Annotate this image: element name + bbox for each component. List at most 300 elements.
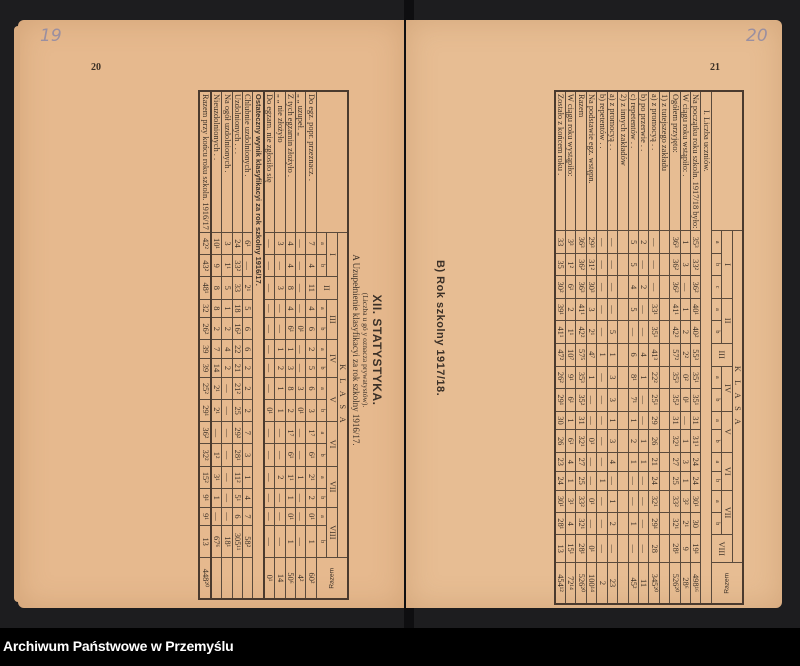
table-cell: 0¹ [680,389,690,411]
section-label: I. Liczba uczniów. [701,91,711,604]
table-cell: — [275,422,285,444]
table-cell: — [222,444,232,466]
table-cell: — [264,377,275,399]
table-cell: 14 [275,558,285,600]
table-cell: 23 [555,452,566,471]
table-cell: 4 [222,340,232,359]
table-cell: 2 [242,400,252,422]
table-cell: — [638,490,648,512]
row-label: Razem [576,91,586,231]
table-cell [659,298,669,320]
table-cell: 28¹ [576,535,586,563]
class-header: III [711,343,732,366]
table-cell: 2 [680,321,690,343]
table-cell: 9 [211,255,222,277]
table-cell: — [586,471,596,490]
table-cell: 0¹ [285,507,295,526]
row-label: 1) z tutejszego zakładu [659,91,669,231]
table-cell: — [638,389,648,411]
table-cell: 11² [232,466,242,488]
table-row [649,91,659,604]
subclass-header: a [316,377,326,399]
table-cell: — [607,471,617,490]
row-label: b) repetentów . . [597,91,607,231]
table-cell: 6 [242,318,252,340]
table-cell: — [264,526,275,558]
table-cell: 4 [306,255,316,277]
subclass-header: a [711,490,721,512]
table-cell: 1¹ [222,255,232,277]
table-cell: — [597,366,607,388]
printed-page-number: 21 [710,62,720,73]
table-cell: — [649,231,659,253]
table-cell: 6 [242,340,252,359]
table-cell: 23 [607,563,617,605]
table-cell: 3 [680,253,690,275]
table-cell: — [628,321,638,343]
table-cell: 6 [232,507,242,526]
table-cell: 35² [670,389,680,411]
table-cell: 2 [607,513,617,535]
table-cell: 2¹ [211,377,222,399]
subclass-header: b [711,253,721,275]
table-cell [659,276,669,298]
table-cell: — [222,400,232,422]
table-cell: 30¹ [690,490,700,512]
table-cell: 4 [242,488,252,507]
table-cell: 55³ [690,343,700,366]
table-cell: 1² [211,444,222,466]
table-cell: 1 [597,471,607,490]
table-cell: 16² [232,318,242,340]
table-cell: 48¹ [199,277,210,299]
table-cell [618,452,628,471]
table-cell: 5 [628,253,638,275]
table-cell: 36² [576,253,586,275]
row-label: c) repetentów . . [628,91,638,231]
table-cell: 6¹ [306,444,316,466]
row-label: b) po przerwie . . [638,91,648,231]
table-cell: 42² [576,321,586,343]
class-header: VIII [327,507,337,557]
table-cell: — [264,507,275,526]
table-cell: 31² [586,253,596,275]
class-header: VI [722,452,732,490]
table-cell [618,535,628,563]
table-cell: — [264,444,275,466]
row-label: Chlubnie uzdolnionych . [242,91,252,232]
class-header: VII [327,466,337,507]
table-cell: 1 [628,411,638,430]
table-cell: 1 [597,343,607,366]
table-cell: — [264,359,275,378]
table-cell: 35 [555,253,566,275]
table-cell: 3 [586,298,596,320]
table-cell: 1 [285,488,295,507]
table-cell: 1 [275,340,285,359]
table-cell: 10⁷ [566,343,576,366]
table-cell: — [607,231,617,253]
table-cell: 36² [670,276,680,298]
table-cell: 4 [285,232,295,254]
handwritten-page-number: 20 [746,26,768,46]
table-cell: 1 [628,513,638,535]
table-cell: — [638,513,648,535]
table-row [670,91,680,604]
subclass-header: b [316,526,326,558]
block1-rows [264,91,317,599]
table-cell: 41¹ [576,298,586,320]
table-cell: — [211,507,222,526]
table-cell: 7 [211,340,222,359]
table-cell: 3 [275,232,285,254]
table-cell: 1 [242,466,252,488]
table-cell: 40² [690,321,700,343]
subclass-header: a [316,340,326,359]
table-cell: 21 [232,359,242,378]
subclass-header: b [711,430,721,452]
table-cell: 19¹ [690,535,700,563]
table-cell: — [586,411,596,430]
table-cell: — [586,452,596,471]
table-cell: — [597,535,607,563]
table-cell: 24 [555,471,566,490]
table-cell: — [628,471,638,490]
row-label: „ „ uzupeł. „ [295,91,305,232]
table-cell: 1¹ [285,466,295,488]
table-cell: 5 [628,231,638,253]
table-cell [659,490,669,512]
table-cell: — [597,276,607,298]
row-label: W ciągu roku wystąpiło: [566,91,576,231]
table-cell: 2 [566,298,576,320]
table-cell: — [597,231,607,253]
table-row [659,91,669,604]
table-cell: 28¹ [670,535,680,563]
table-cell: — [242,255,252,277]
table-cell: 4⁷ [586,343,596,366]
table-cell: 31 [690,411,700,430]
table-cell: 60² [306,558,316,600]
table-cell: 2 [285,400,295,422]
table-cell: — [607,298,617,320]
table-cell: 3 [222,232,232,254]
table-cell: 1 [285,340,295,359]
table-cell: 4 [607,452,617,471]
table-cell: 8 [211,277,222,299]
table-cell: 57⁵ [576,343,586,366]
table-cell: 14 [211,359,222,378]
table-row [264,91,275,599]
table-cell: 1 [638,366,648,388]
table-cell: 18 [232,299,242,318]
block2-heading: Ostateczny wynik klasyfikacyi za rok szkolny 1916/17. [253,91,264,599]
table-cell: 2² [680,343,690,366]
table-cell: — [680,276,690,298]
table-row [690,91,700,604]
table-cell: — [222,377,232,399]
table-cell: 3 [242,444,252,466]
subclass-header: a [711,231,721,253]
table-cell: 57² [670,343,680,366]
table-cell: 31 [670,411,680,430]
table-cell: 32¹ [670,513,680,535]
subclass-header: a [711,411,721,430]
razem-header: Razem [711,563,743,605]
table-cell: 0¹ [264,400,275,422]
table-cell: 22 [232,340,242,359]
table-cell: 4 [566,452,576,471]
table-cell: 30 [555,411,566,430]
table-cell: — [638,411,648,430]
table-cell: 1 [566,411,576,430]
table-cell: 43² [199,255,210,277]
table-cell: 454¹² [555,563,566,605]
table-cell: — [607,535,617,563]
table-cell: — [264,232,275,254]
table-cell: 3 [306,400,316,422]
table-cell: 29 [649,411,659,430]
table-cell: 41¹ [670,298,680,320]
table-cell: 6 [306,377,316,399]
subclass-header: a [711,298,721,320]
table-cell: 35¹ [690,389,700,411]
table-cell: 36² [690,276,700,298]
table-cell: 1 [638,430,648,452]
table-row [295,91,305,599]
table-cell: 9¹ [199,488,210,507]
table-cell: 29¹ [555,389,566,411]
table-cell: 33¹ [649,298,659,320]
table-cell: 27 [670,452,680,471]
table-cell: 3 [607,430,617,452]
table-cell: — [222,422,232,444]
table-cell: 30¹ [555,490,566,512]
table-cell: 3 [285,359,295,378]
klasa-header: K L A S A [337,232,348,557]
table-cell: 2 [275,466,285,488]
table-cell: — [264,318,275,340]
table-cell: 15¹ [566,535,576,563]
table-cell: 4² [295,558,305,600]
table-cell: 2¹ [306,466,316,488]
table-cell [659,343,669,366]
table-cell: — [586,513,596,535]
table-cell: — [295,299,305,318]
class-header: VI [327,422,337,466]
table-cell: 24 [649,471,659,490]
table-cell: 8¹ [628,366,638,388]
table-cell: 42² [199,232,210,254]
subclass-header: a [316,299,326,318]
class-header: II [316,277,337,299]
total-row [199,91,210,599]
table-cell: 6¹ [566,276,576,298]
left-page [18,20,404,608]
table-cell: 1 [607,343,617,366]
table-cell: 4 [285,255,295,277]
table-cell: 42² [670,321,680,343]
right-rotated-content [554,90,744,610]
table-cell: 25 [576,471,586,490]
table-cell: 2 [242,359,252,378]
table-cell: 0¹ [586,535,596,563]
table-cell: 7¹ [628,389,638,411]
table-cell: 3 [607,389,617,411]
table-cell [659,430,669,452]
printed-page-number: 20 [91,62,101,73]
table-cell: — [264,340,275,359]
table-cell: 7 [242,507,252,526]
table-cell: — [222,507,232,526]
table-cell: 345²⁰ [649,563,659,605]
table-cell: 33 [555,231,566,253]
table-cell: — [607,253,617,275]
table-cell: 5 [607,321,617,343]
row-label: a) z promocyą . . [649,91,659,231]
table-cell: 30³ [586,276,596,298]
table-cell: 1 [680,430,690,452]
table-row [199,91,210,599]
table-cell: 36² [199,422,210,444]
table-cell: 1 [680,298,690,320]
row-label: Na początku roku szkoln. 1917/18 było: [690,91,700,231]
table-cell: 28 [649,535,659,563]
class-header: VII [722,490,732,535]
table-cell: 31¹ [690,430,700,452]
table-cell: 526²⁰ [670,563,680,605]
row-label: Do egzam. nie zgłosiło się [264,91,275,232]
table-cell: 39¹ [555,298,566,320]
subclass-header: b [316,318,326,340]
table-cell: 2¹ [586,321,596,343]
table-cell: 32² [199,444,210,466]
table-row [222,91,232,599]
table-row [607,91,617,604]
subclass-header: a [711,452,721,471]
table-cell: 25² [199,377,210,399]
table-cell: 2 [222,318,232,340]
table-cell: 35¹ [649,321,659,343]
table-cell: 8 [211,299,222,318]
table-cell: 36² [670,253,680,275]
subclass-header: b [316,444,326,466]
row-label: Na ogół uzdolnionych . [222,91,232,232]
table-cell: — [295,277,305,299]
table-cell: — [638,321,648,343]
table-cell: — [597,321,607,343]
table-cell: — [638,253,648,275]
table-cell [659,535,669,563]
table-cell: 33² [670,490,680,512]
class-header: V [327,377,337,421]
table-cell: 2 [275,359,285,378]
table-cell: 6¹ [285,318,295,340]
table-cell: 26² [199,318,210,340]
table-cell: 32 [199,299,210,318]
table-cell [618,366,628,388]
table-row [638,91,648,604]
table-cell [659,513,669,535]
table-cell [659,411,669,430]
table-cell: 2¹ [211,400,222,422]
class-header: VIII [711,535,732,563]
table-cell [659,563,669,605]
table-cell [232,558,242,600]
row-label: Nieuzdolnionych . . [211,91,222,232]
table-cell: 3¹ [566,490,576,512]
table-cell: — [597,389,607,411]
table-cell: 26 [555,430,566,452]
table-cell: 58² [242,526,252,558]
table-row [555,91,566,604]
table-cell: — [295,255,305,277]
table-cell: 526²⁰ [576,563,586,605]
subclass-header: a [316,466,326,488]
table-cell: 1 [586,366,596,388]
subclass-header: a [316,232,326,254]
table-cell [618,343,628,366]
row-label: Z tych egzamin złożyło . [285,91,295,232]
table-cell: 29¹ [199,400,210,422]
table-cell: 72¹⁴ [566,563,576,605]
table-cell: 5¹ [232,488,242,507]
classification-table-1916-17 [198,90,349,600]
table-cell: 24 [232,232,242,254]
row-label: Do egz. popr. przeznacz. . [306,91,316,232]
table-row [680,91,690,604]
table-cell [659,321,669,343]
table-cell [618,490,628,512]
table-cell: 4 [285,299,295,318]
table-cell: 31 [576,411,586,430]
table-row [628,91,638,604]
table-cell: 1¹ [566,321,576,343]
class-header: V [722,411,732,452]
left-rotated-content [198,90,384,610]
table-cell: 2 [306,340,316,359]
table-cell: 1 [607,490,617,512]
table-cell: 26² [555,366,566,388]
table-cell: 2 [638,276,648,298]
count-rows [555,91,701,604]
table-cell: 22² [649,366,659,388]
table-cell: 36³ [576,276,586,298]
subclass-header: b [316,400,326,422]
table-cell: — [295,340,305,359]
table-cell: — [597,298,607,320]
class-header: I [327,232,337,276]
table-cell: 1 [285,526,295,558]
class-header: IV [722,366,732,411]
table-cell: — [295,488,305,507]
table-cell: — [628,490,638,512]
row-label: W ciągu roku wstąpiło: . [680,91,690,231]
table-cell: — [222,488,232,507]
table-cell [618,298,628,320]
table-cell: 25 [232,400,242,422]
table-cell: 3³ [566,231,576,253]
table-cell: 36³ [670,231,680,253]
table-row [211,91,222,599]
handwritten-page-number: 19 [40,26,62,46]
table-cell: 33² [232,255,242,277]
table-cell: 7 [306,232,316,254]
table-cell: — [264,466,275,488]
table-cell: 3¹ [211,466,222,488]
subclass-header: a [316,422,326,444]
row-label: Ogółem przyjęto: [670,91,680,231]
